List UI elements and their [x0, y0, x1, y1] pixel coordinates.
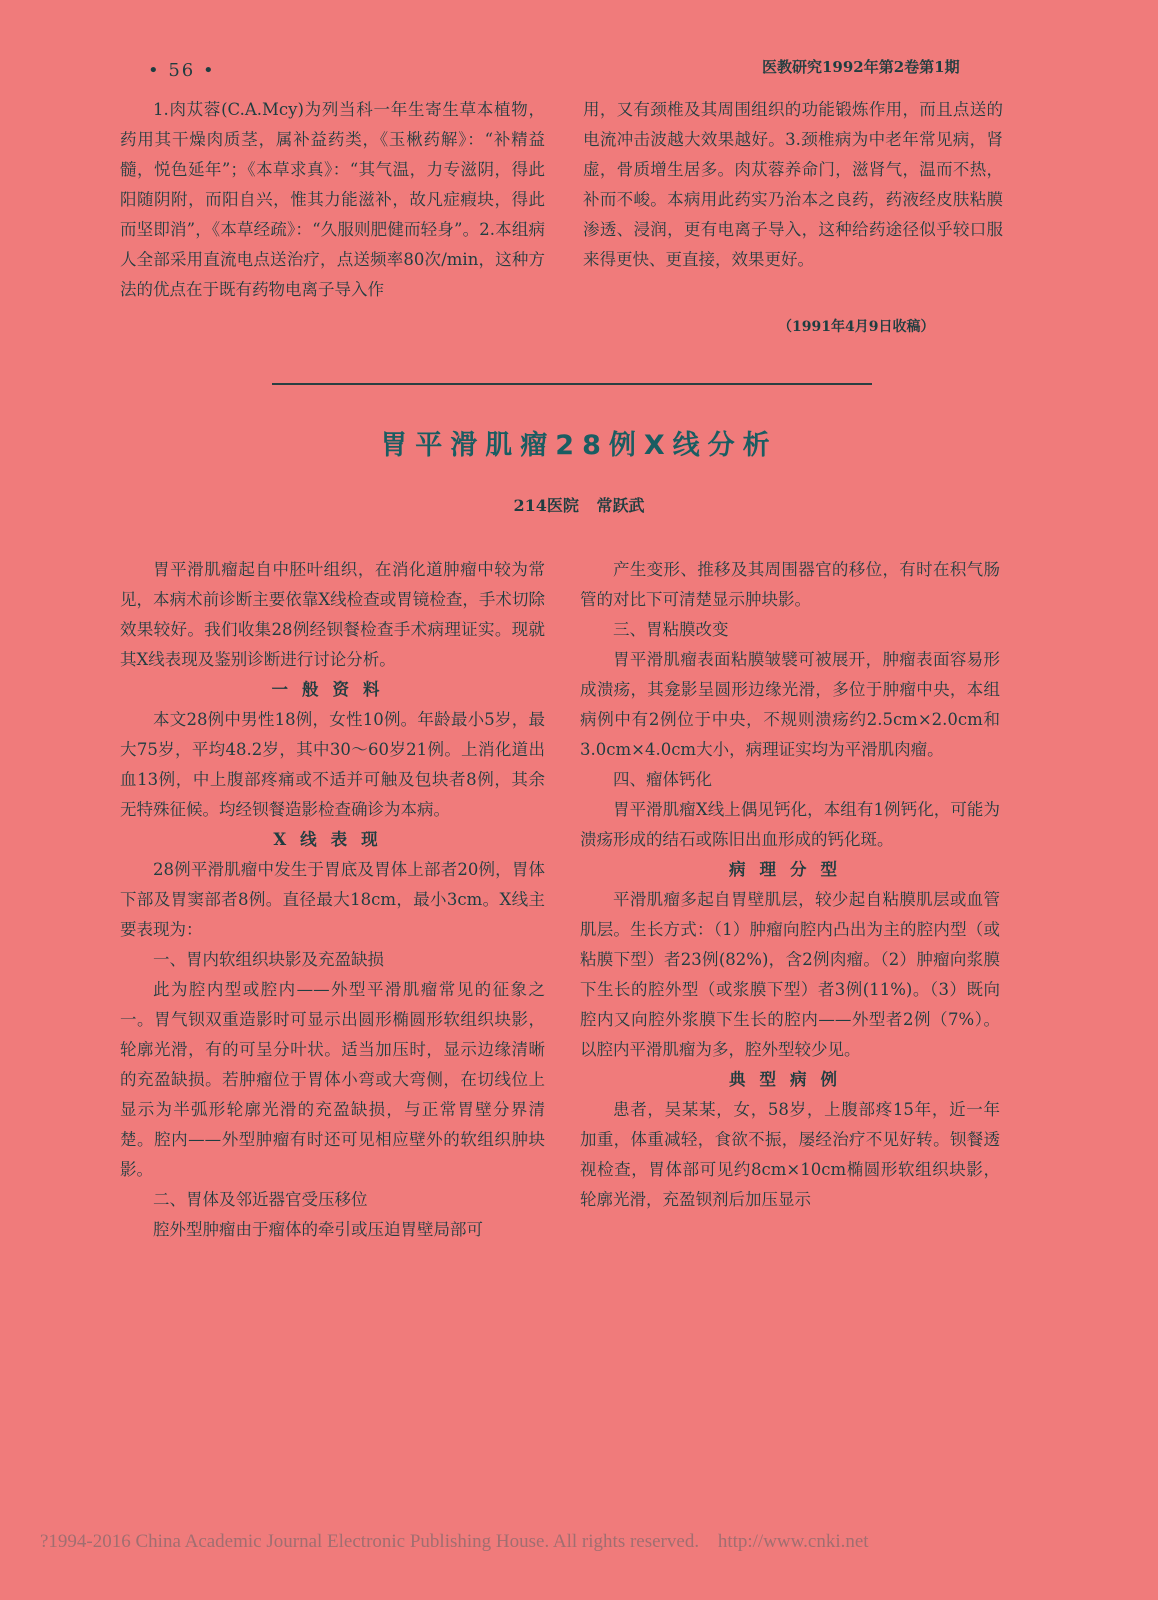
section-heading: X线表现: [273, 830, 392, 849]
copyright-text: ?1994-2016 China Academic Journal Electronic Publishing House. All rights reserved.: [40, 1531, 700, 1552]
author-line: [0, 493, 1158, 516]
body-paragraph: 四、瘤体钙化: [613, 770, 712, 789]
section-divider: [272, 383, 872, 385]
body-paragraph: 患者，吴某某，女，58岁，上腹部疼15年，近一年加重，体重减轻，食欲不振，屡经治疗不见好转。钡餐透视检查，胃体部可见约8cm×10cm椭圆形软组织块影，轮廓光滑，充盈钡剂后加压显示: [580, 1100, 1000, 1209]
body-paragraph: 胃平滑肌瘤表面粘膜皱襞可被展开，肿瘤表面容易形成溃疡，其龛影呈圆形边缘光滑，多位于肿瘤中央，本组病例中有2例位于中央，不规则溃疡约2.5cm×2.0cm和3.0cm×4.0cm大小，病理证实均为平滑肌肉瘤。: [580, 650, 1000, 759]
cnki-link[interactable]: http://www.cnki.net: [717, 1531, 869, 1552]
body-paragraph: 一、胃内软组织块影及充盈缺损: [153, 950, 384, 969]
section-heading: 病理分型: [729, 860, 851, 879]
journal-header: 医教研究1992年第2卷第1期: [762, 58, 960, 76]
body-paragraph: 胃平滑肌瘤X线上偶见钙化，本组有1例钙化，可能为溃疡形成的结石或陈旧出血形成的钙化斑。: [580, 800, 1000, 849]
page-number: • 56 •: [148, 60, 216, 81]
section-heading: 一般资料: [271, 680, 394, 699]
section-heading: 典型病例: [729, 1070, 851, 1089]
body-paragraph: 三、胃粘膜改变: [613, 620, 729, 639]
prev-article-paragraph: 用，又有颈椎及其周围组织的功能锻炼作用，而且点送的电流冲击波越大效果越好。3.颈椎病为中老年常见病，肾虚，骨质增生居多。肉苁蓉养命门，滋肾气，温而不热，补而不峻。本病用此药实乃治本之良药，药液经皮肤粘膜渗透、浸润，更有电离子导入，这种给药途径似乎较口服来得更快、更直接，效果更好。: [583, 100, 1003, 269]
prev-article-right-column: [583, 95, 1003, 275]
body-paragraph: 本文28例中男性18例，女性10例。年龄最小5岁，最大75岁，平均48.2岁，其中30～60岁21例。上消化道出血13例，中上腹部疼痛或不适并可触及包块者8例，其余无特殊征候。均经钡餐造影检查确诊为本病。: [120, 710, 545, 819]
prev-article-paragraph: 1.肉苁蓉(C.A.Mcy)为列当科一年生寄生草本植物，药用其干燥肉质茎，属补益药类，《玉楸药解》：“补精益髓，悦色延年”；《本草求真》：“其气温，力专滋阴，得此阳随阴附，而阳自兴，惟其力能滋补，故凡症瘕块，得此而坚即消”，《本草经疏》：“久服则肥健而轻身”。2.本组病人全部采用直流电点送治疗，点送频率80次/min，这种方法的优点在于既有药物电离子导入作: [120, 100, 545, 299]
article-right-column: [580, 555, 1000, 1215]
body-paragraph: 腔外型肿瘤由于瘤体的牵引或压迫胃壁局部可: [153, 1220, 483, 1239]
body-paragraph: 产生变形、推移及其周围器官的移位，有时在积气肠管的对比下可清楚显示肿块影。: [580, 560, 1000, 609]
institution: 214医院: [513, 496, 579, 515]
body-paragraph: 此为腔内型或腔内——外型平滑肌瘤常见的征象之一。胃气钡双重造影时可显示出圆形椭圆形软组织块影，轮廓光滑，有的可呈分叶状。适当加压时，显示边缘清晰的充盈缺损。若肿瘤位于胃体小弯或大弯侧，在切线位上显示为半弧形轮廓光滑的充盈缺损，与正常胃壁分界清楚。腔内——外型肿瘤有时还可见相应壁外的软组织肿块影。: [120, 980, 545, 1179]
article-left-column: [120, 555, 545, 1245]
body-paragraph: 胃平滑肌瘤起自中胚叶组织，在消化道肿瘤中较为常见，本病术前诊断主要依靠X线检查或胃镜检查，手术切除效果较好。我们收集28例经钡餐检查手术病理证实。现就其X线表现及鉴别诊断进行讨论分析。: [120, 560, 545, 669]
author-name: 常跃武: [596, 496, 645, 515]
copyright-footer: [40, 1531, 883, 1553]
body-paragraph: 28例平滑肌瘤中发生于胃底及胃体上部者20例，胃体下部及胃窦部者8例。直径最大18cm，最小3cm。X线主要表现为：: [120, 860, 545, 939]
received-date: （1991年4月9日收稿）: [778, 319, 935, 335]
body-paragraph: 二、胃体及邻近器官受压移位: [153, 1190, 368, 1209]
body-paragraph: 平滑肌瘤多起自胃壁肌层，较少起自粘膜肌层或血管肌层。生长方式：（1）肿瘤向腔内凸出为主的腔内型（或粘膜下型）者23例(82%)，含2例肉瘤。（2）肿瘤向浆膜下生长的腔外型（或浆膜下型）者3例(11%)。（3）既向腔内又向腔外浆膜下生长的腔内——外型者2例（7%）。以腔内平滑肌瘤为多，腔外型较少见。: [580, 890, 1000, 1059]
article-title: 胃平滑肌瘤28例X线分析: [380, 430, 778, 461]
prev-article-left-column: [120, 95, 545, 305]
